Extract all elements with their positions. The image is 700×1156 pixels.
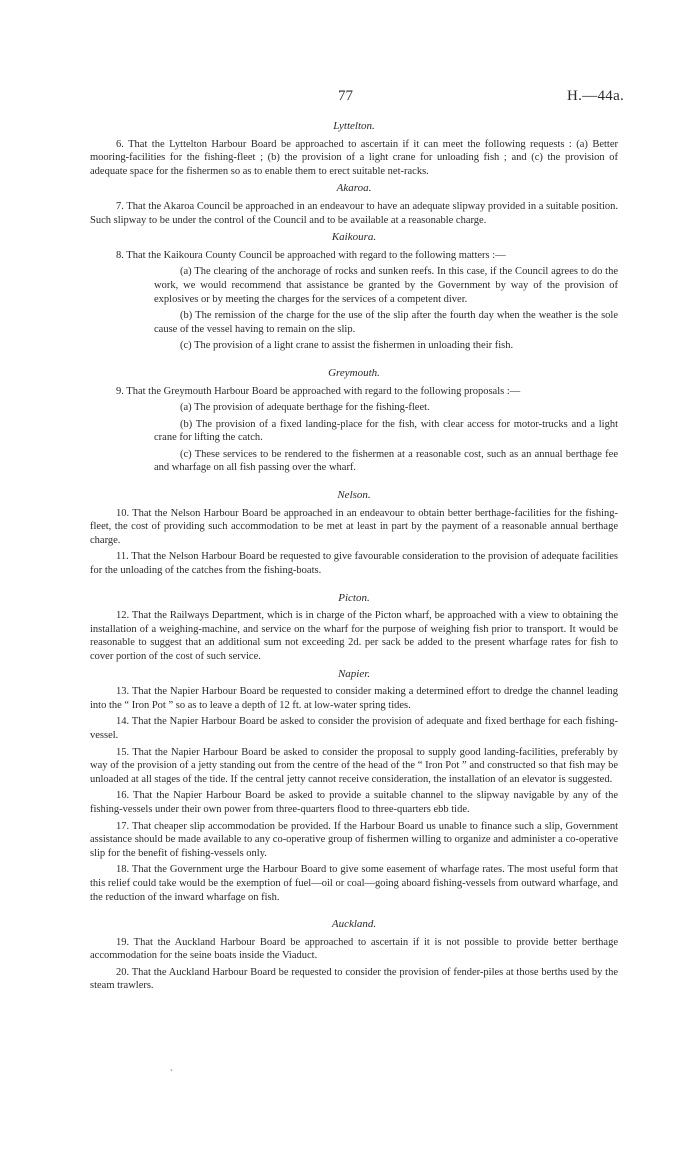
paragraph: 14. That the Napier Harbour Board be asked to consider the provision of adequate and fixed berthage for each fishing-vessel.	[90, 716, 618, 741]
paragraph: 9. That the Greymouth Harbour Board be approached with regard to the following proposals :—	[116, 385, 521, 397]
stray-mark: `	[170, 1068, 173, 1078]
section-heading: Lyttelton.	[333, 120, 375, 132]
section-heading: Picton.	[338, 591, 370, 604]
paragraph: 8. That the Kaikoura County Council be approached with regard to the following matters :—	[116, 249, 506, 261]
paragraph: 10. That the Nelson Harbour Board be approached in an endeavour to obtain better berthage-facilities for the fishing-fleet, the cost of providing such accommodation to be met at least in part by the payment of a reasonable annual berthage charge.	[90, 507, 618, 546]
paragraph: 18. That the Government urge the Harbour Board to give some easement of wharfage rates. The most useful form that this relief could take would be the exemption of fuel—oil or coal—going aboard fishing-vessels from outward wharfage, and the reduction of the inward wharfage on fish.	[90, 864, 618, 903]
document-body	[90, 116, 618, 996]
section-heading: Nelson.	[337, 489, 371, 502]
paragraph: 16. That the Napier Harbour Board be asked to provide a suitable channel to the slipway navigable by any of the fishing-vessels under their own power from three-quarters flood to three-quarters ebb tide.	[90, 790, 618, 815]
paragraph: 19. That the Auckland Harbour Board be approached to ascertain if it is not possible to provide better berthage accommodation for the seine boats inside the Viaduct.	[90, 936, 618, 962]
list-item: (b) The remission of the charge for the use of the slip after the fourth day when the weather is the sole cause of the vessel having to remain on the slip.	[154, 310, 618, 335]
list-item: (a) The provision of adequate berthage for the fishing-fleet.	[180, 402, 430, 414]
paragraph: 15. That the Napier Harbour Board be asked to consider the proposal to supply good landing-facilities, preferably by way of the provision of a jetty standing out from the centre of the head of the “ Iron Pot ” and constructed so that fish may be unloaded at all stages of the tide. If the central jetty cannot receive consideration, the installation of an elevator is suggested.	[90, 746, 618, 785]
document-reference: H.—44a.	[567, 88, 625, 104]
paragraph: 6. That the Lyttelton Harbour Board be approached to ascertain if it can meet the following requests : (a) Better mooring-facilities for the fishing-fleet ; (b) the provision of a light crane for unloading fish ; and (c) the provision of adequate space for the fishermen so as to enable them to erect suitable net-racks.	[90, 138, 618, 177]
section-heading: Napier.	[337, 667, 371, 680]
list-item: (c) The provision of a light crane to assist the fishermen in unloading their fish.	[180, 340, 514, 352]
paragraph: 12. That the Railways Department, which is in charge of the Picton wharf, be approached with a view to obtaining the installation of a weighing-machine, and service on the wharf for the purpose of weighing fish prior to transport. It would be reasonable to suggest that an additional sum not exceeding 2d. per sack be added to the present wharfage rates for fish to cover portion of the cost of such service.	[90, 610, 618, 662]
paragraph: 13. That the Napier Harbour Board be requested to consider making a determined effort to dredge the channel leading into the “ Iron Pot ” so as to leave a depth of 12 ft. at low-water spring tides.	[90, 686, 618, 711]
section-heading: Kaikoura.	[331, 231, 377, 244]
paragraph: 20. That the Auckland Harbour Board be requested to consider the provision of fender-piles at those berths used by the steam trawlers.	[90, 966, 618, 992]
section-heading: Akaroa.	[336, 182, 372, 195]
section-heading: Auckland.	[331, 918, 377, 931]
page-number: 77	[338, 88, 353, 104]
paragraph: 11. That the Nelson Harbour Board be requested to give favourable consideration to the provision of adequate facilities for the unloading of the catches from the fishing-boats.	[90, 551, 618, 577]
section-heading: Greymouth.	[328, 366, 380, 379]
paragraph: 17. That cheaper slip accommodation be provided. If the Harbour Board us unable to finance such a slip, Government assistance should be made available to any co-operative group of fishermen willing to organize and administer a co-operative slip for the benefit of fishing-vessels only.	[90, 820, 618, 859]
list-item: (c) These services to be rendered to the fishermen at a reasonable cost, such as an annual berthage fee and wharfage on all fish passing over the wharf.	[154, 448, 618, 474]
list-item: (b) The provision of a fixed landing-place for the fish, with clear access for motor-trucks and a light crane for lifting the catch.	[154, 418, 618, 444]
list-item: (a) The clearing of the anchorage of rocks and sunken reefs. In this case, if the Council agrees to do the work, we would recommend that assistance be granted by the Government by way of the provision of explosives or by meeting the charges for the services of a competent diver.	[154, 266, 618, 305]
paragraph: 7. That the Akaroa Council be approached in an endeavour to have an adequate slipway provided in a suitable position. Such slipway to be under the control of the Council and to be available at a reasonable charge.	[90, 200, 618, 226]
